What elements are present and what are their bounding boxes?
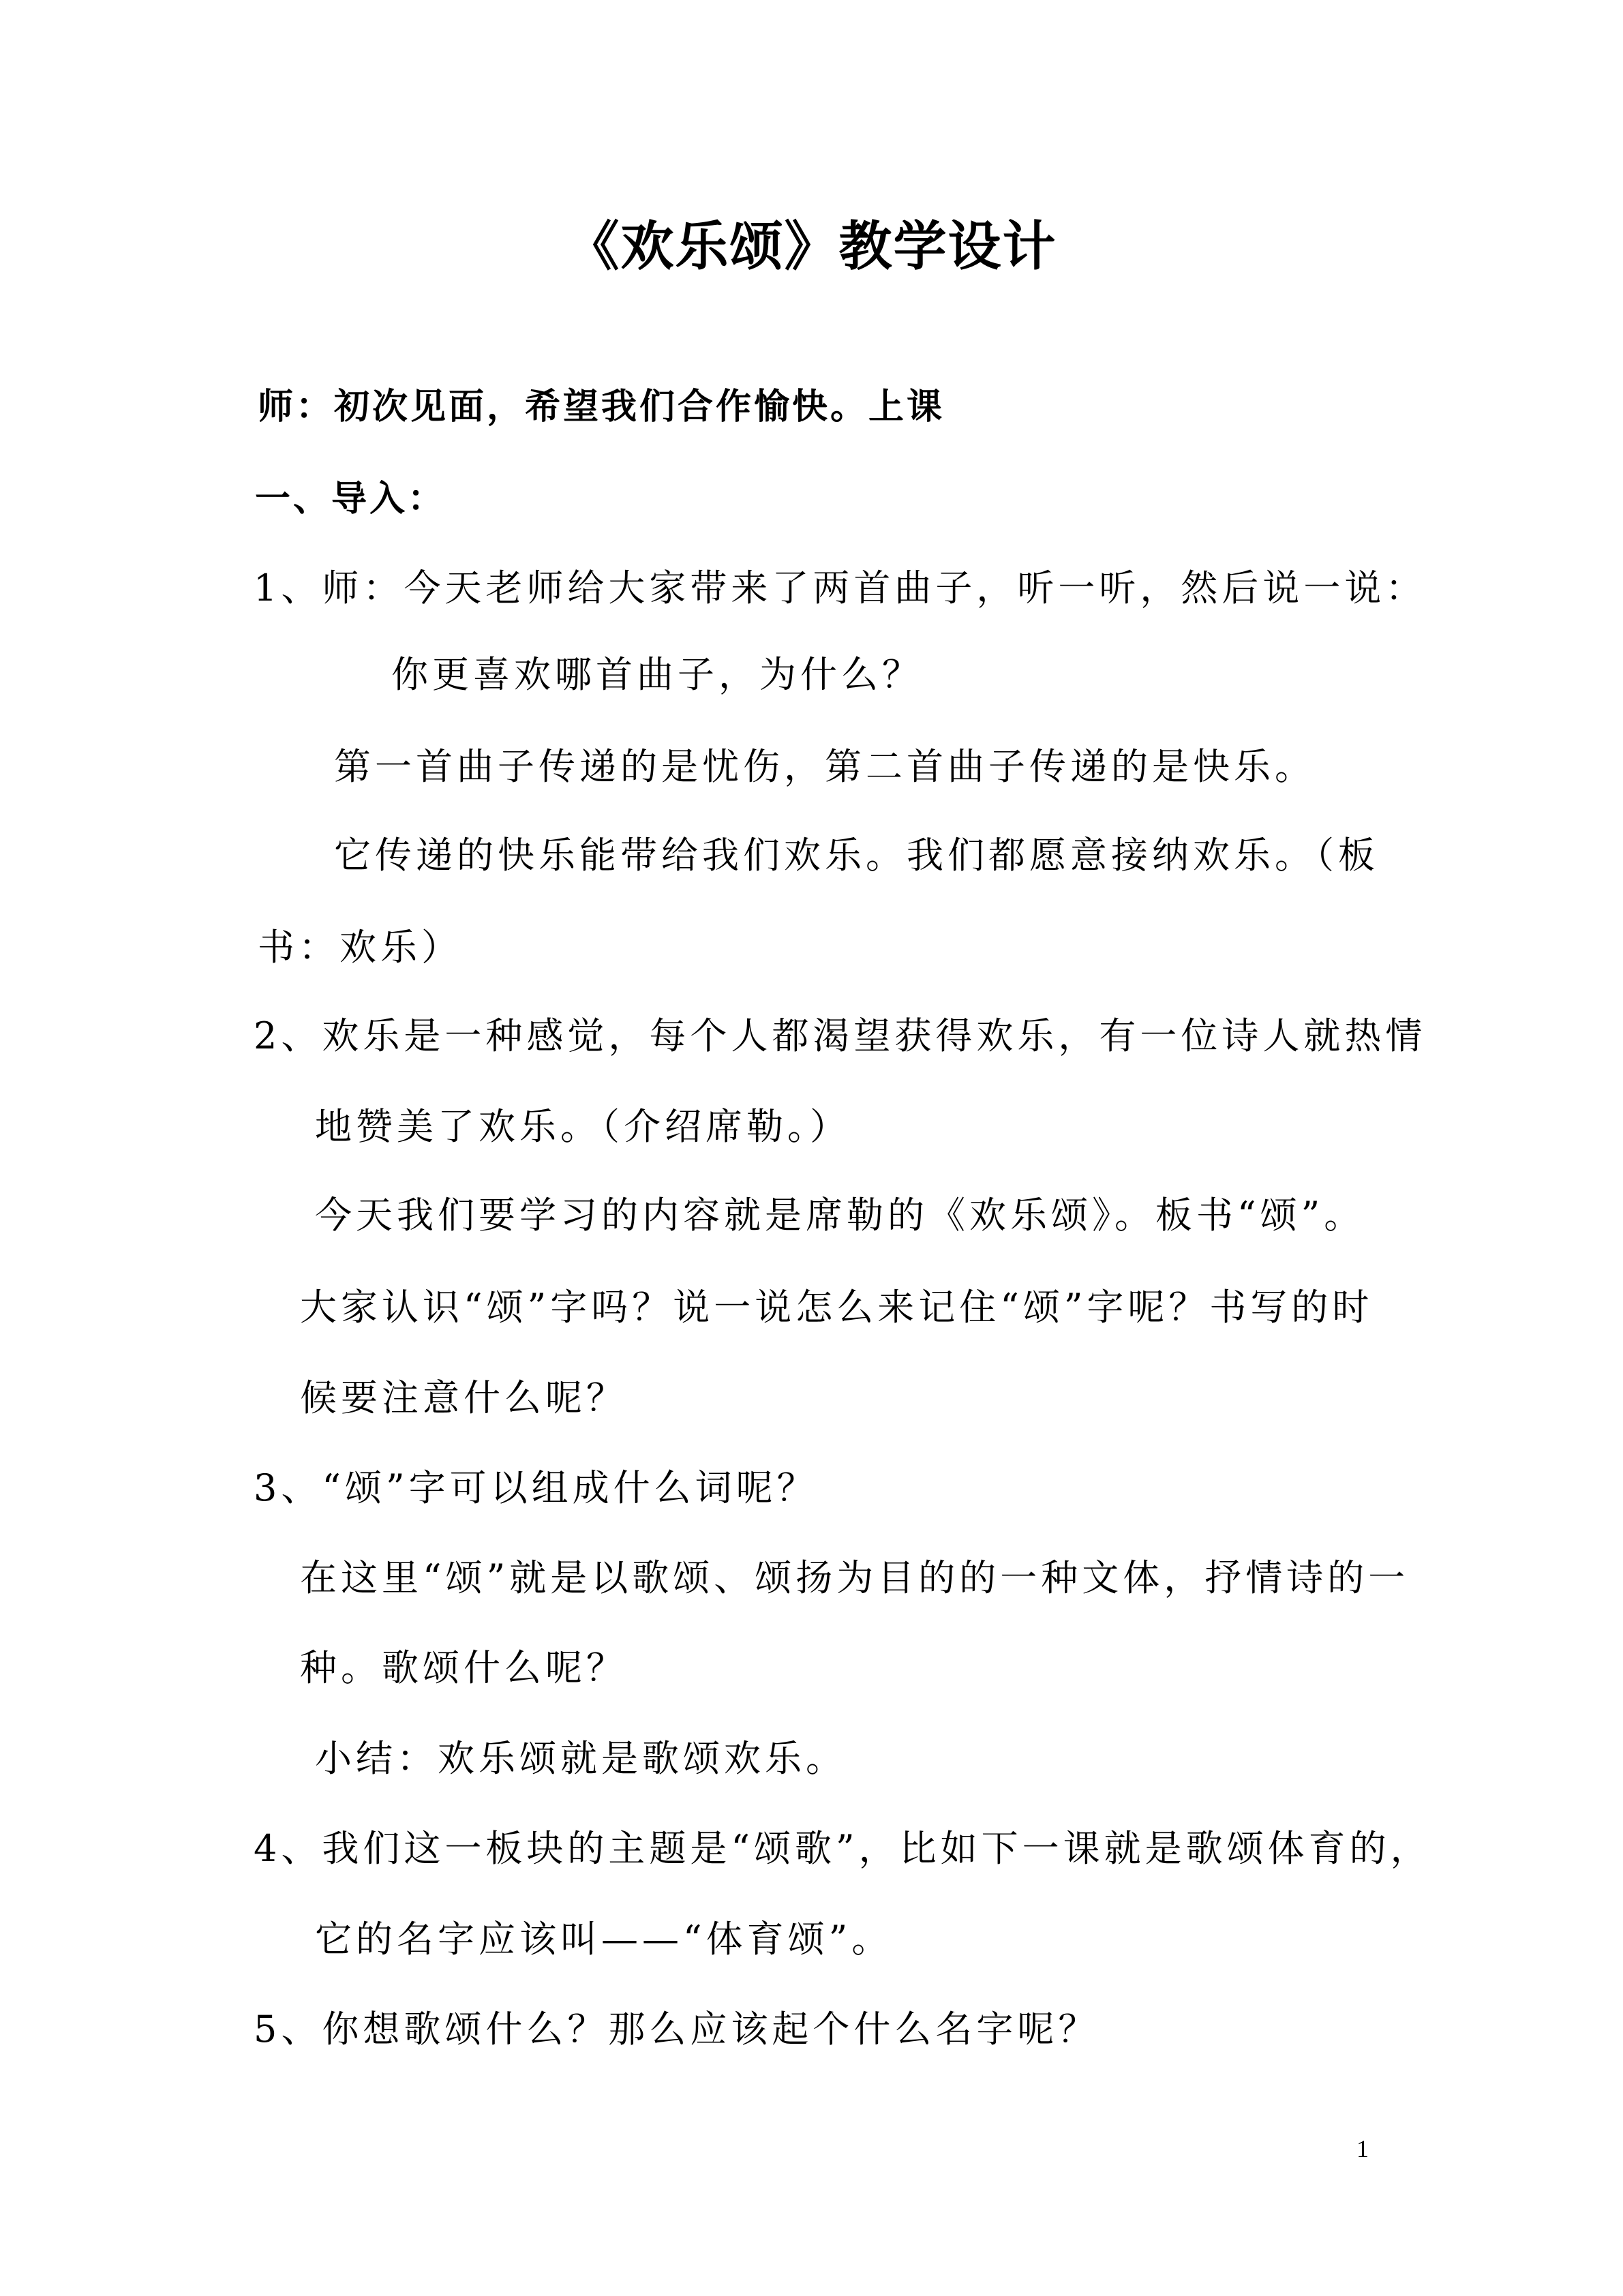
paragraph-line: 候要注意什么呢？ <box>300 1376 627 1419</box>
paragraph-line: 你更喜欢哪首曲子，为什么？ <box>391 653 923 696</box>
paragraph-line: 书：欢乐） <box>258 926 462 969</box>
greeting-line: 师：初次见面，希望我们合作愉快。上课 <box>258 387 945 427</box>
paragraph-line: 小结：欢乐颂就是歌颂欢乐。 <box>315 1737 847 1780</box>
paragraph-line: 地赞美了欢乐。（介绍席勒。） <box>315 1105 851 1148</box>
paragraph-line: 2、欢乐是一种感觉，每个人都渴望获得欢乐，有一位诗人就热情 <box>254 1014 1427 1057</box>
page-number: 1 <box>1356 2135 1369 2162</box>
paragraph-line: 1、师：今天老师给大家带来了两首曲子，听一听，然后说一说： <box>254 567 1427 609</box>
paragraph-line: 5、你想歌颂什么？那么应该起个什么名字呢？ <box>254 2008 1099 2051</box>
paragraph-line: 它传递的快乐能带给我们欢乐。我们都愿意接纳欢乐。（板 <box>334 834 1379 877</box>
paragraph-line: 第一首曲子传递的是忧伤，第二首曲子传递的是快乐。 <box>334 745 1316 788</box>
paragraph-line: 在这里“颂”就是以歌颂、颂扬为目的的一种文体，抒情诗的一 <box>300 1556 1410 1599</box>
paragraph-line: 种。歌颂什么呢？ <box>300 1646 627 1689</box>
paragraph-line: 今天我们要学习的内容就是席勒的《欢乐颂》。板书“颂”。 <box>315 1194 1365 1237</box>
paragraph-line: 它的名字应该叫——“体育颂”。 <box>315 1918 893 1961</box>
paragraph-line: 大家认识“颂”字吗？说一说怎么来记住“颂”字呢？书写的时 <box>300 1286 1374 1329</box>
document-title: 《欢乐颂》教学设计 <box>566 216 1057 277</box>
section-heading-intro: 一、导入： <box>255 479 446 519</box>
paragraph-line: 4、我们这一板块的主题是“颂歌”，比如下一课就是歌颂体育的， <box>254 1827 1431 1870</box>
paragraph-line: 3、“颂”字可以组成什么词呢？ <box>254 1466 818 1509</box>
